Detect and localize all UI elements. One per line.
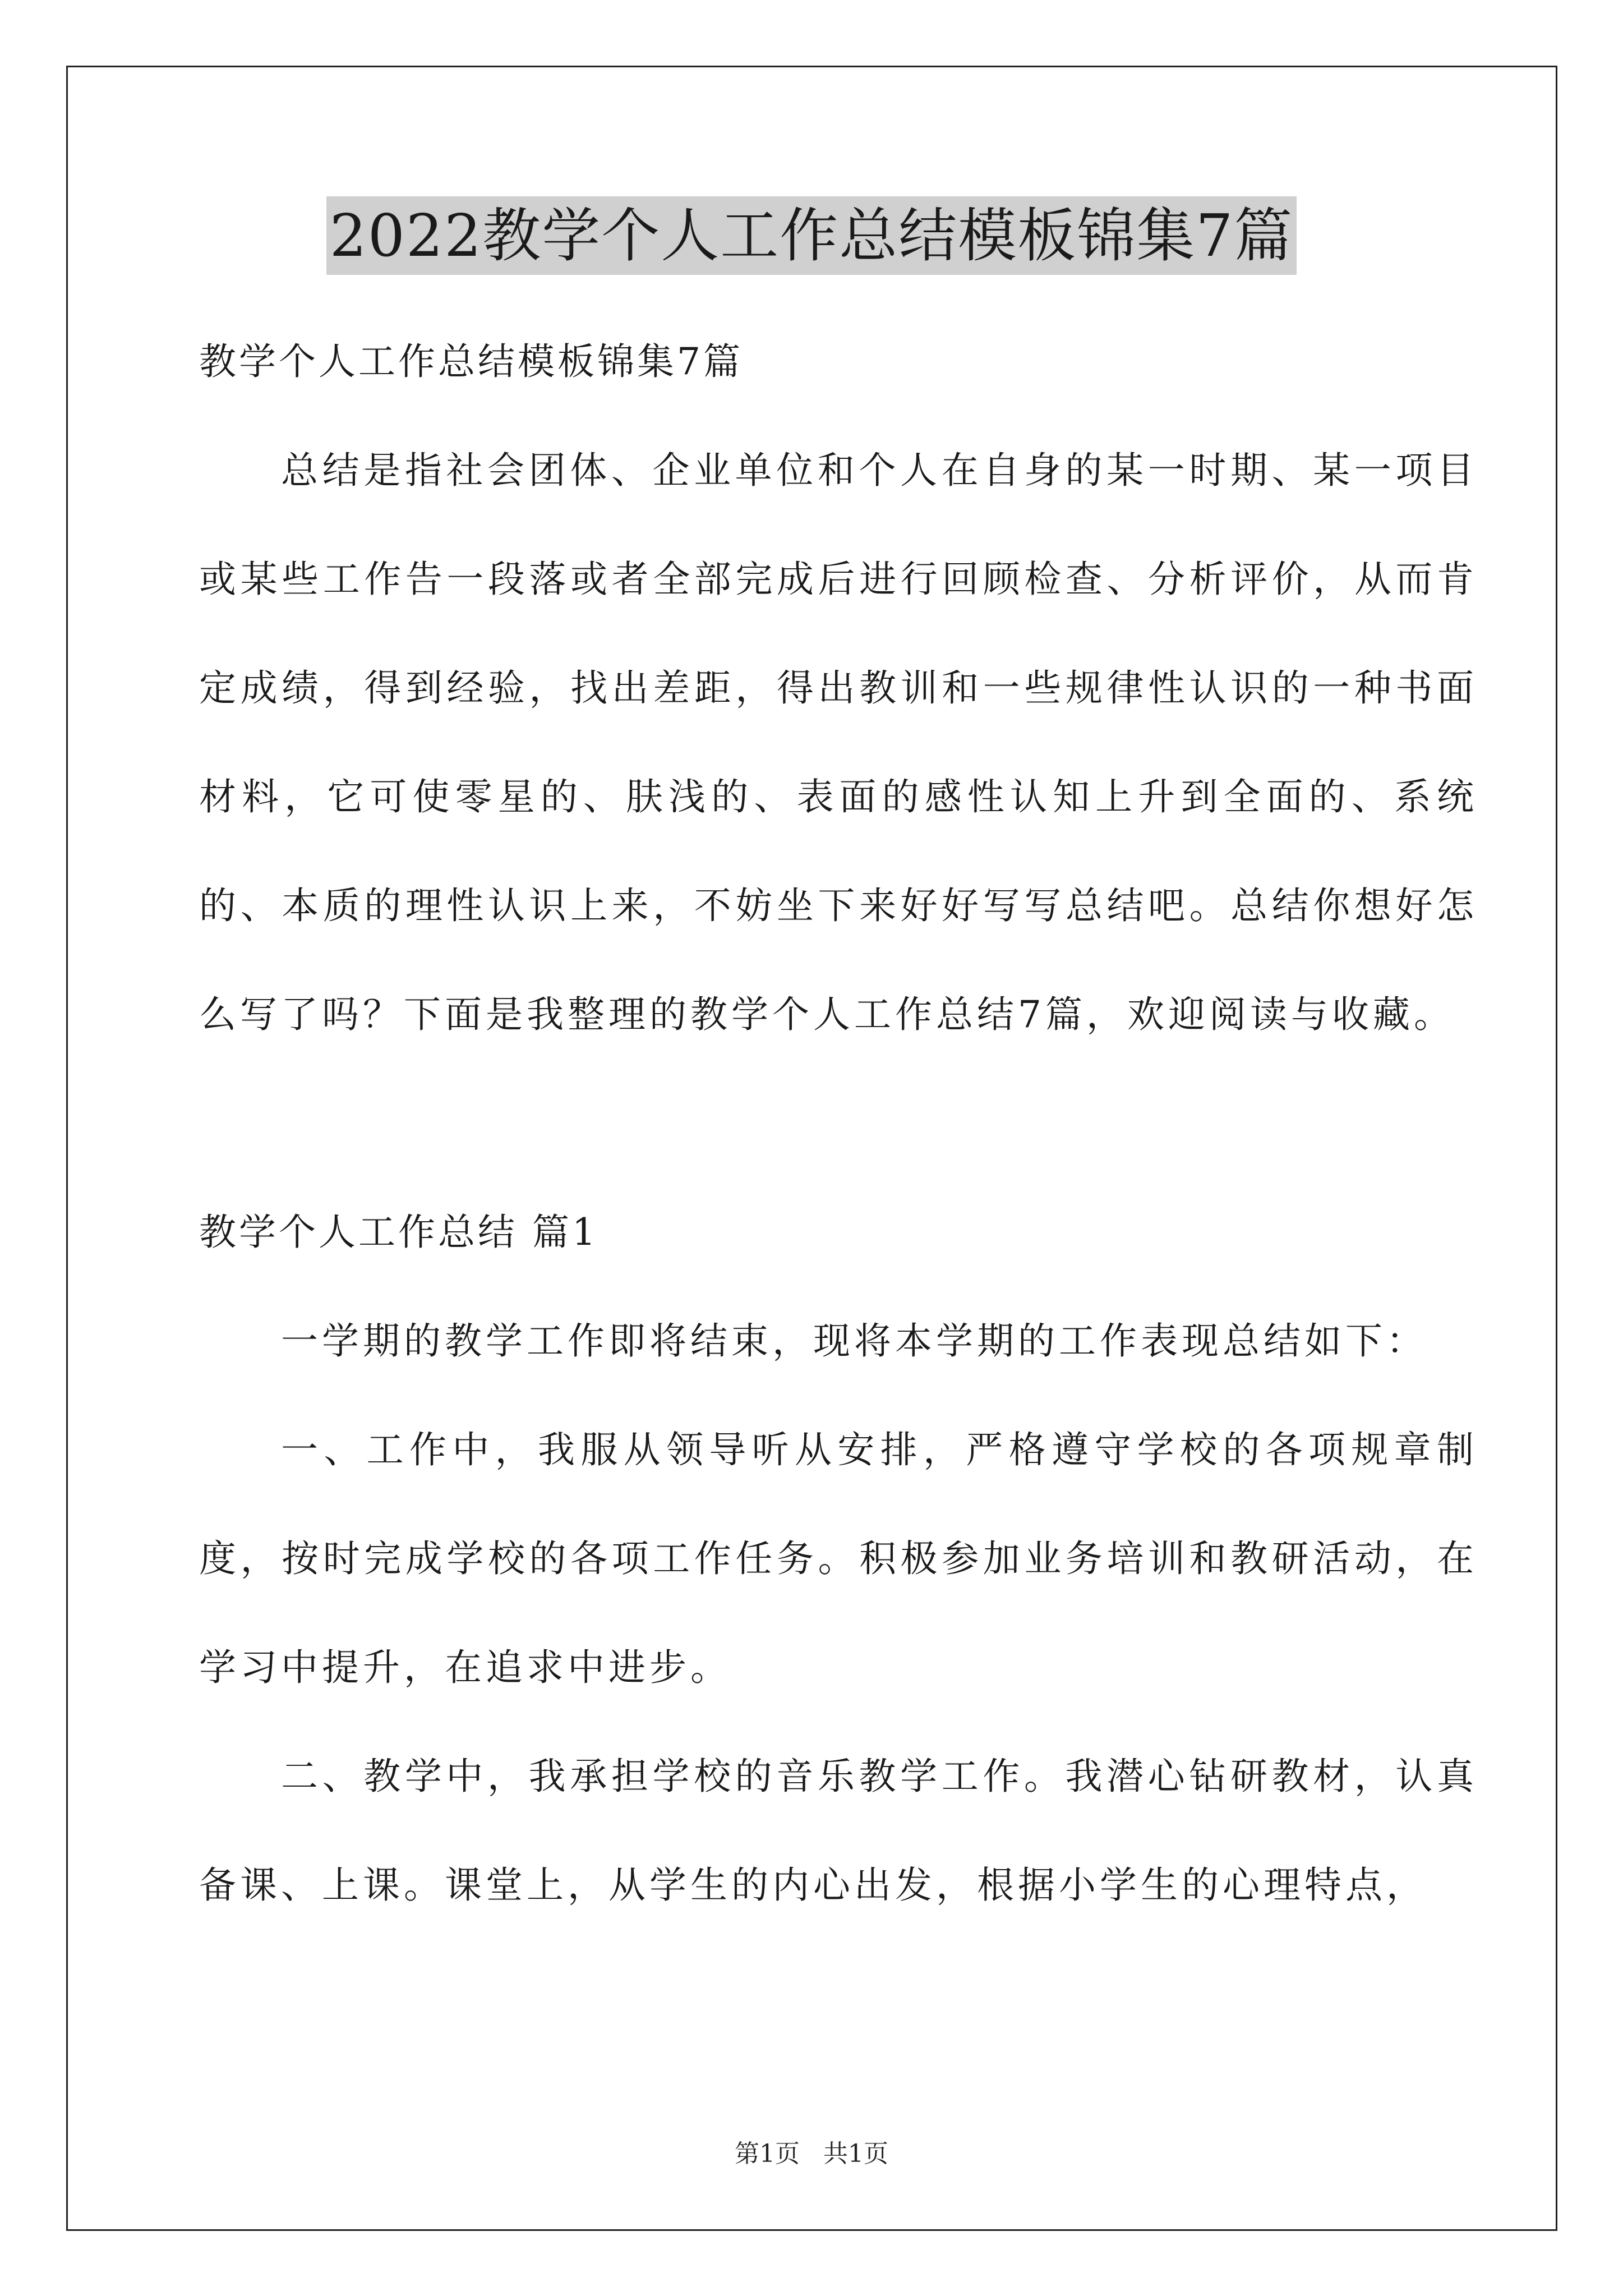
- document-title: 2022教学个人工作总结模板锦集7篇: [326, 196, 1297, 275]
- body-paragraph: 一学期的教学工作即将结束，现将本学期的工作表现总结如下：: [281, 1319, 1427, 1363]
- section-heading: 教学个人工作总结 篇1: [199, 1211, 598, 1254]
- document-body: [199, 307, 1478, 1940]
- intro-paragraph: 总结是指社会团体、企业单位和个人在自身的某一时期、某一项目或某些工作告一段落或者全部完成后进行回顾检查、分析评价，从而肯定成绩，得到经验，找出差距，得出教训和一些规律性认识的一种书面材料，它可使零星的、肤浅的、表面的感性认知上升到全面的、系统的、本质的理性认识上来，不妨坐下来好好写写总结吧。总结你想好怎么写了吗？下面是我整理的教学个人工作总结7篇，欢迎阅读与收藏。: [199, 449, 1478, 1036]
- page-footer: 第1页 共1页: [735, 2139, 888, 2168]
- title-container: [0, 196, 1623, 275]
- document-subtitle: 教学个人工作总结模板锦集7篇: [199, 340, 743, 383]
- paragraph-spacer: [199, 1069, 1478, 1178]
- body-paragraph: 二、教学中，我承担学校的音乐教学工作。我潜心钻研教材，认真备课、上课。课堂上，从学生的内心出发，根据小学生的心理特点，: [199, 1755, 1478, 1907]
- body-paragraph: 一、工作中，我服从领导听从安排，严格遵守学校的各项规章制度，按时完成学校的各项工作任务。积极参加业务培训和教研活动，在学习中提升，在追求中进步。: [199, 1428, 1478, 1689]
